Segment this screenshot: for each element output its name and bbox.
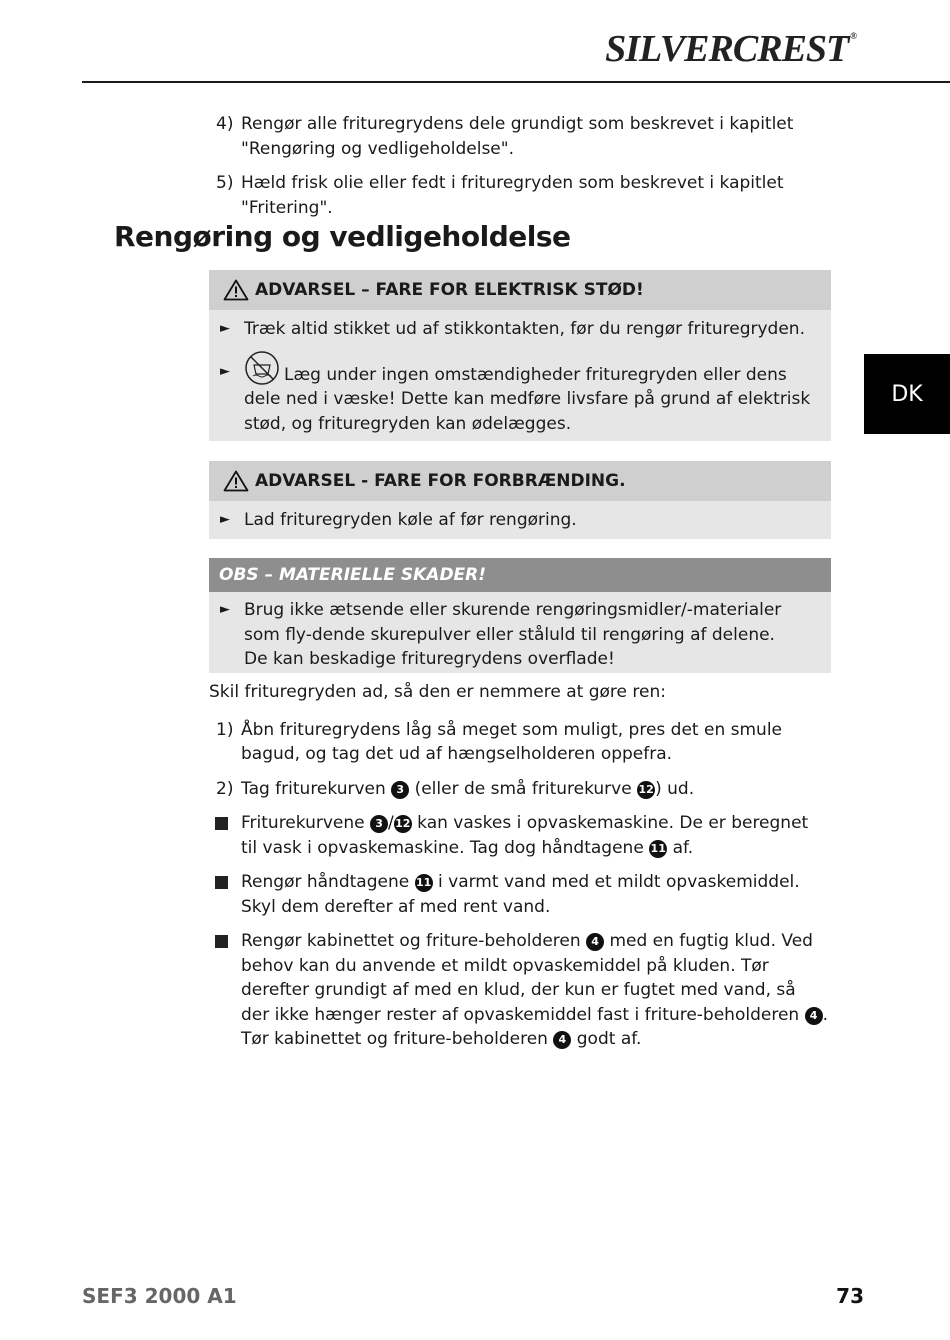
arrow-bullet-icon: ► [220,512,230,527]
notice-bullet: ► Brug ikke ætsende eller skurende rengøringsmidler/-materialer som fly-dende skurepulver eller ståluld til rengøring af delene. De kan beskadige frituregrydens overflade! [220,600,782,669]
warning-header: ADVARSEL – FARE FOR ELEKTRISK STØD! [209,270,831,310]
ref-number-badge: 11 [649,840,667,858]
header-rule [82,81,950,83]
list-item: 2) Tag friturekurven 3 (eller de små friturekurve 12) ud. [216,778,695,799]
arrow-bullet-icon: ► [220,321,230,336]
warning-electric-shock [209,270,831,441]
paragraph: Skil frituregryden ad, så den er nemmere at gøre ren: [209,682,666,702]
warning-bullet: ► Lad frituregryden køle af før rengøring. [209,508,831,533]
warning-header: ADVARSEL - FARE FOR FORBRÆNDING. [209,461,831,501]
warning-bullet: ► Træk altid stikket ud af stikkontakten, før du rengør frituregryden. [209,317,831,342]
ref-number-badge: 12 [394,815,412,833]
square-bullet-icon [215,876,228,889]
ref-number-badge: 4 [553,1031,571,1049]
ref-number-badge: 11 [415,874,433,892]
warning-triangle-icon [223,279,249,301]
ref-number-badge: 3 [391,781,409,799]
ref-number-badge: 3 [370,815,388,833]
arrow-bullet-icon: ► [220,602,230,617]
language-tab: DK [864,354,950,434]
warning-triangle-icon [223,470,249,492]
notice-material-damage [209,558,831,673]
square-bullet-icon [215,817,228,830]
page-number: 73 [836,1284,864,1308]
ref-number-badge: 12 [637,781,655,799]
square-bullet-icon [215,935,228,948]
list-item: 4) Rengør alle frituregrydens dele grundigt som beskrevet i kapitlet "Rengøring og vedligeholdelse". [216,114,794,159]
list-item: 5) Hæld frisk olie eller fedt i frituregryden som beskrevet i kapitlet "Fritering". [216,173,784,218]
list-item: Rengør håndtagene 11 i varmt vand med et mildt opvaskemiddel. Skyl dem derefter af med rent vand. [209,870,829,919]
section-title: Rengøring og vedligeholdelse [114,220,571,253]
list-item: 1) Åbn frituregrydens låg så meget som muligt, pres det en smule bagud, og tag det ud af hængselholderen oppefra. [216,719,783,764]
brand-logo: SILVERCREST ® [605,28,856,70]
ref-number-badge: 4 [586,933,604,951]
list-item: Friturekurvene 3 /12 kan vaskes i opvaskemaskine. De er beregnet til vask i opvaskemaskine. Tag dog håndtagene 11 af. [209,811,829,860]
footer-model: SEF3 2000 A1 [82,1284,237,1308]
list-item: Rengør kabinettet og friture-beholderen 4 med en fugtig klud. Ved behov kan du anvende et mildt opvaskemiddel på kluden. Tør derefter grundigt af med en klud, der kun er fugtet med vand, så der ikke hænger rester af opvaskemiddel fast i friture-beholderen 4 . Tør kabinettet og friture-beholderen 4 godt af. [209,929,829,1052]
ref-number-badge: 4 [805,1007,823,1025]
cleaning-instructions [209,680,829,1062]
arrow-bullet-icon: ► [220,363,230,379]
warning-burn [209,461,831,539]
notice-header: OBS – MATERIELLE SKADER! [209,558,831,592]
warning-bullet: ► Læg under ingen omstændigheder frituregryden eller dens dele ned i væske! Dette kan medføre livsfare på grund af elektrisk stød, og frituregryden kan ødelægges. [209,350,831,437]
no-immersion-icon [244,350,280,386]
intro-steps [216,112,826,230]
